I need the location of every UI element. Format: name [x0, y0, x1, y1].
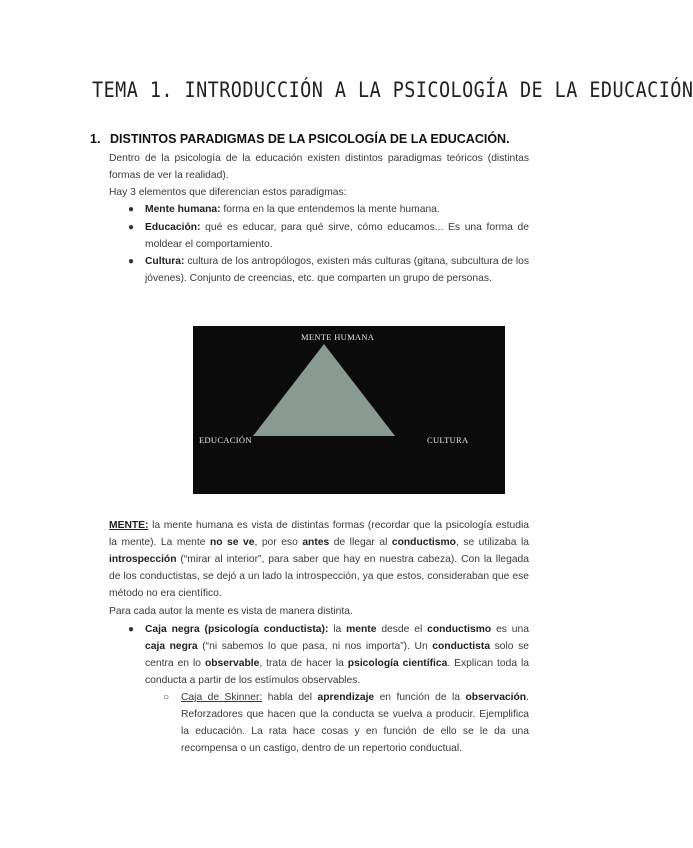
mente-text: de llegar al: [329, 537, 392, 548]
definition-cultura: cultura de los antropólogos, existen más culturas (gitana, subcultura de los jóvenes). Conjunto de creencias, etc. que comparten un grupo de personas.: [145, 256, 529, 284]
skinner-text: en función de la: [374, 692, 466, 703]
list-item-caja-negra: [128, 621, 530, 689]
caja-negra-text: , trata de hacer la: [259, 658, 348, 669]
mente-paragraph: [109, 517, 529, 602]
mente-text: (“mirar al interior”, para saber que hay en nuestra cabeza). Con la llegada de los conductistas, se dejó a un lado la introspección, ya que estos, consideraban que ese método no era científico.: [109, 554, 529, 599]
bullet-icon: ●: [128, 222, 135, 233]
bullet-icon: ●: [128, 624, 135, 635]
mente-text: , por eso: [254, 537, 303, 548]
mente-bold: no se ve: [209, 537, 255, 548]
list-item-cultura: [128, 253, 529, 287]
mente-text: la mente humana es vista de distintas formas (recordar que la psicología estudia la mente). La mente: [109, 520, 529, 548]
term-educacion: Educación:: [145, 222, 201, 233]
skinner-text: . Reforzadores que hacen que la conducta se vuelva a producir. Ejemplifica la educación. La rata hace cosas y en función de ello se le da una recompensa o un castigo, dentro de un repertorio conductual.: [181, 692, 529, 754]
section-number: 1.: [90, 132, 101, 146]
mente-bold: antes: [302, 537, 330, 548]
caja-negra-text: solo se centra en lo: [145, 641, 529, 669]
term-caja-negra: Caja negra (psicología conductista):: [145, 624, 329, 635]
diagram-label-educacion: EDUCACIÓN: [199, 435, 252, 445]
caja-negra-text: . Explican toda la conducta a partir de los estímulos observables.: [145, 658, 530, 686]
mente-label: MENTE:: [109, 520, 149, 531]
document-title: TEMA 1. INTRODUCCIÓN A LA PSICOLOGÍA DE LA EDUCACIÓN: [92, 78, 693, 102]
diagram-label-cultura: CULTURA: [427, 435, 469, 445]
bullet-icon: ●: [128, 256, 135, 267]
caja-negra-bold: conductismo: [427, 624, 492, 635]
term-caja-de-skinner: Caja de Skinner:: [181, 692, 263, 703]
caja-negra-bold: mente: [346, 624, 377, 635]
diagram-label-mente-humana: MENTE HUMANA: [301, 332, 375, 342]
intro-elements-sentence: Hay 3 elementos que diferencian estos paradigmas:: [109, 187, 347, 198]
definition-educacion: qué es educar, para qué sirve, cómo educamos... Es una forma de moldear el comportamiento.: [145, 222, 529, 250]
triangle-diagram: [193, 326, 505, 494]
list-item-caja-de-skinner: [163, 689, 529, 757]
mente-bold: introspección: [109, 554, 177, 565]
term-cultura: Cultura:: [145, 256, 185, 267]
skinner-bold: observación: [465, 692, 527, 703]
section-heading: [90, 132, 550, 146]
skinner-text: habla del: [262, 692, 318, 703]
mente-bold: conductismo: [391, 537, 456, 548]
bullet-icon: ●: [128, 204, 135, 215]
term-mente-humana: Mente humana:: [145, 204, 221, 215]
section-heading-text: DISTINTOS PARADIGMAS DE LA PSICOLOGÍA DE LA EDUCACIÓN.: [110, 132, 510, 146]
list-item-mente-humana: [128, 201, 529, 218]
caja-negra-text: desde el: [376, 624, 428, 635]
mente-text: , se utilizaba la: [455, 537, 529, 548]
intro-paragraph: Dentro de la psicología de la educación existen distintos paradigmas teóricos (distintas formas de ver la realidad).: [109, 153, 529, 181]
caja-negra-bold: caja negra: [145, 641, 198, 652]
caja-negra-bold: psicología científica: [347, 658, 448, 669]
triangle-shape: [193, 326, 505, 494]
list-item-educacion: [128, 219, 529, 253]
caja-negra-bold: observable: [204, 658, 260, 669]
caja-negra-text: (“ni sabemos lo que pasa, ni nos importa”). Un: [197, 641, 433, 652]
sub-bullet-icon: ○: [163, 692, 170, 703]
caja-negra-bold: conductista: [432, 641, 491, 652]
mente-closing-sentence: Para cada autor la mente es vista de manera distinta.: [109, 606, 353, 617]
caja-negra-text: es una: [491, 624, 529, 635]
skinner-bold: aprendizaje: [317, 692, 375, 703]
caja-negra-text: la: [328, 624, 347, 635]
definition-mente-humana: forma en la que entendemos la mente humana.: [220, 204, 440, 215]
